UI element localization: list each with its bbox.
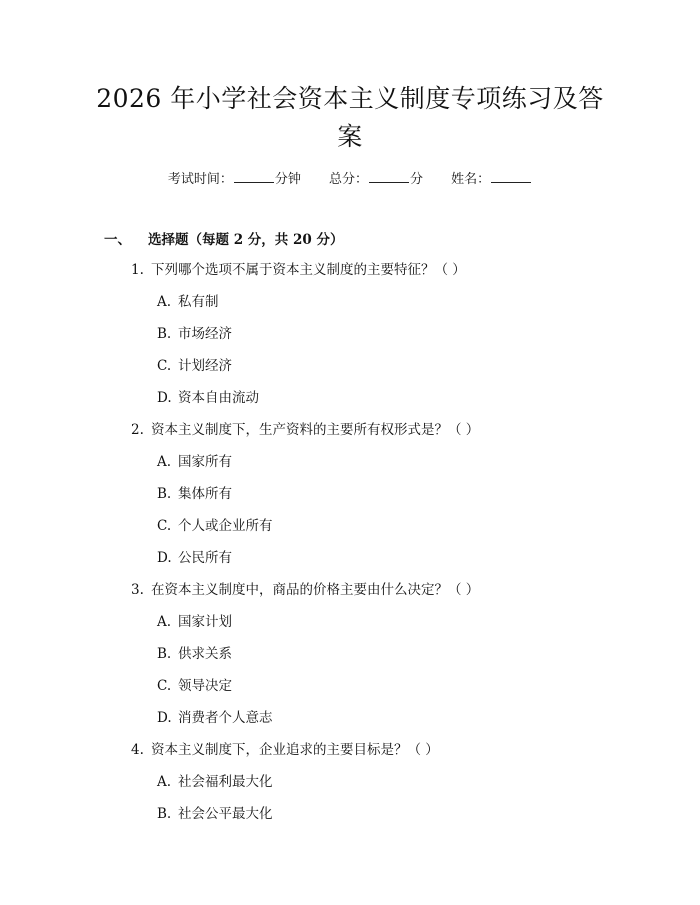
option-text: 资本自由流动 (178, 390, 259, 406)
option-text: 公民所有 (178, 550, 232, 566)
question-3 (0, 582, 700, 614)
option-text: 国家计划 (178, 614, 232, 630)
option-a (0, 774, 700, 806)
option-text: 供求关系 (178, 646, 232, 662)
total-score-unit: 分 (410, 172, 424, 187)
option-text: 国家所有 (178, 454, 232, 470)
option-label: C. (157, 358, 172, 374)
question-list (0, 262, 700, 838)
option-text: 社会福利最大化 (178, 774, 273, 790)
option-d (0, 550, 700, 582)
option-c (0, 678, 700, 710)
option-text: 私有制 (178, 294, 219, 310)
option-d (0, 390, 700, 422)
option-label: A. (157, 454, 172, 470)
total-score-blank (369, 169, 409, 183)
section-title: 选择题（每题 2 分，共 20 分） (148, 232, 344, 248)
option-label: A. (157, 294, 172, 310)
exam-time-label: 考试时间： (167, 172, 233, 187)
option-label: B. (157, 326, 172, 342)
title-line-1: 2026 年小学社会资本主义制度专项练习及答 (96, 84, 604, 113)
option-b (0, 326, 700, 358)
option-label: D. (157, 550, 172, 566)
question-text: 资本主义制度下，企业追求的主要目标是？（ ） (151, 742, 439, 758)
exam-time-unit: 分钟 (274, 172, 301, 187)
option-a (0, 614, 700, 646)
question-text: 下列哪个选项不属于资本主义制度的主要特征？（ ） (151, 262, 466, 278)
option-label: B. (157, 806, 172, 822)
option-text: 个人或企业所有 (178, 518, 273, 534)
page-title (80, 80, 620, 156)
total-score-label: 总分： (328, 172, 368, 187)
option-text: 计划经济 (178, 358, 232, 374)
option-text: 消费者个人意志 (178, 710, 273, 726)
question-number: 3. (131, 582, 144, 598)
option-label: A. (157, 614, 172, 630)
question-number: 4. (131, 742, 144, 758)
option-text: 领导决定 (178, 678, 232, 694)
question-4 (0, 742, 700, 774)
option-text: 市场经济 (178, 326, 232, 342)
section-number: 一、 (104, 232, 131, 248)
question-number: 1. (131, 262, 144, 278)
exam-time (168, 168, 301, 187)
option-a (0, 454, 700, 486)
question-text: 资本主义制度下，生产资料的主要所有权形式是？（ ） (151, 422, 480, 438)
student-name-label: 姓名： (451, 172, 491, 187)
option-d (0, 710, 700, 742)
option-label: B. (157, 646, 172, 662)
option-label: C. (157, 678, 172, 694)
option-label: C. (157, 518, 172, 534)
option-c (0, 518, 700, 550)
question-2 (0, 422, 700, 454)
option-b (0, 646, 700, 678)
option-text: 集体所有 (178, 486, 232, 502)
student-name (451, 168, 532, 187)
option-c (0, 358, 700, 390)
option-text: 社会公平最大化 (178, 806, 273, 822)
title-line-2: 案 (337, 122, 363, 151)
option-a (0, 294, 700, 326)
total-score (329, 168, 423, 187)
option-label: D. (157, 710, 172, 726)
question-number: 2. (131, 422, 144, 438)
student-name-blank (491, 169, 531, 183)
option-label: D. (157, 390, 172, 406)
option-b (0, 486, 700, 518)
question-text: 在资本主义制度中，商品的价格主要由什么决定？（ ） (151, 582, 480, 598)
section-heading (104, 228, 343, 248)
exam-time-blank (234, 169, 274, 183)
option-b (0, 806, 700, 838)
exam-info-row (0, 168, 700, 187)
option-label: B. (157, 486, 172, 502)
question-1 (0, 262, 700, 294)
option-label: A. (157, 774, 172, 790)
